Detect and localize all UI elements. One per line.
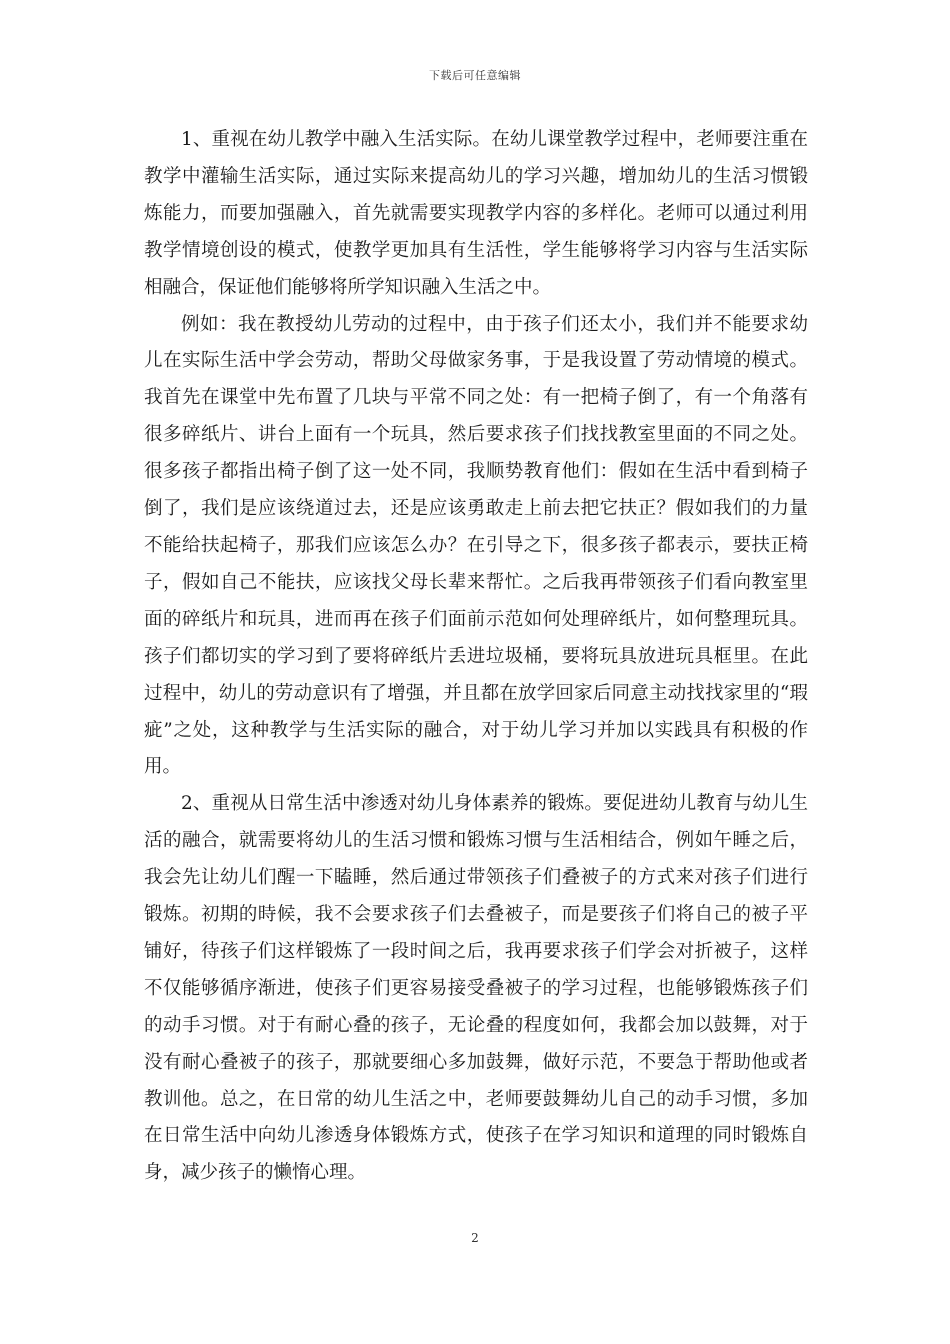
paragraph-3: 2、重视从日常生活中渗透对幼儿身体素养的锻炼。要促进幼儿教育与幼儿生活的融合，就需要将幼儿的生活习惯和锻炼习惯与生活相结合，例如午睡之后，我会先让幼儿们醒一下瞌睡，然后通过带领孩子们叠被子的方式来对孩子们进行锻炼。初期的時候，我不会要求孩子们去叠被子，而是要孩子们将自己的被子平铺好，待孩子们这样锻炼了一段时间之后，我再要求孩子们学会对折被子，这样不仅能够循序渐进，使孩子们更容易接受叠被子的学习过程，也能够锻炼孩子们的动手习惯。对于有耐心叠的孩子，无论叠的程度如何，我都会加以鼓舞，对于没有耐心叠被子的孩子，那就要细心多加鼓舞，做好示范，不要急于帮助他或者教训他。总之，在日常的幼儿生活之中，老师要鼓舞幼儿自己的动手习惯，多加在日常生活中向幼儿渗透身体锻炼方式，使孩子在学习知识和道理的同时锻炼自身，减少孩子的懒惰心理。 bbox=[144, 793, 808, 1184]
document-body bbox=[144, 122, 808, 1192]
page-number: 2 bbox=[471, 1231, 479, 1245]
paragraph-1: 1、重视在幼儿教学中融入生活实际。在幼儿课堂教学过程中，老师要注重在教学中灌输生活实际，通过实际来提高幼儿的学习兴趣，增加幼儿的生活习惯锻炼能力，而要加强融入，首先就需要实现教学内容的多样化。老师可以通过利用教学情境创设的模式，使教学更加具有生活性，学生能够将学习内容与生活实际相融合，保证他们能够将所学知识融入生活之中。 bbox=[144, 129, 808, 298]
paragraph-2: 例如：我在教授幼儿劳动的过程中，由于孩子们还太小，我们并不能要求幼儿在实际生活中学会劳动，帮助父母做家务事，于是我设置了劳动情境的模式。我首先在课堂中先布置了几块与平常不同之处：有一把椅子倒了，有一个角落有很多碎纸片、讲台上面有一个玩具，然后要求孩子们找找教室里面的不同之处。很多孩子都指出椅子倒了这一处不同，我顺势教育他们：假如在生活中看到椅子倒了，我们是应该绕道过去，还是应该勇敢走上前去把它扶正？假如我们的力量不能给扶起椅子，那我们应该怎么办？在引导之下，很多孩子都表示，要扶正椅子，假如自己不能扶，应该找父母长辈来帮忙。之后我再带领孩子们看向教室里面的碎纸片和玩具，进而再在孩子们面前示范如何处理碎纸片，如何整理玩具。孩子们都切实的学习到了要将碎纸片丢进垃圾桶，要将玩具放进玩具框里。在此过程中，幼儿的劳动意识有了增强，并且都在放学回家后同意主动找找家里的“瑕疵”之处，这种教学与生活实际的融合，对于幼儿学习并加以实践具有积极的作用。 bbox=[144, 313, 808, 778]
page-header: 下载后可任意编辑 bbox=[429, 69, 521, 82]
